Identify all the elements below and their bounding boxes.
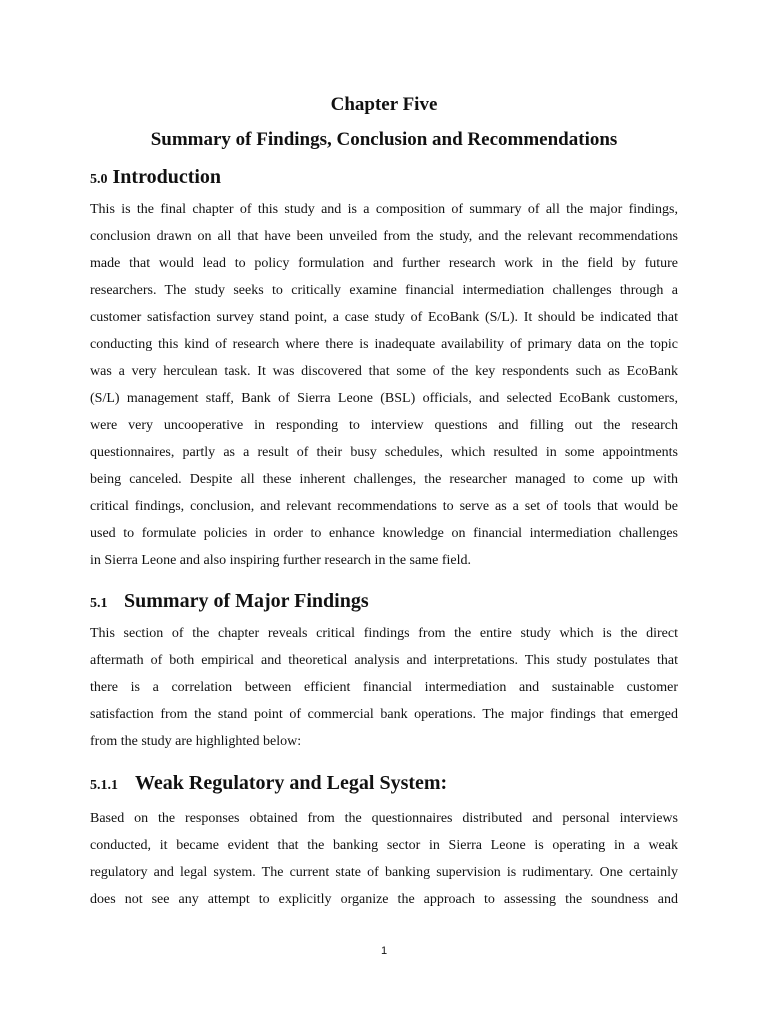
text-line: from the study are highlighted below: — [90, 734, 302, 749]
text-line: being canceled. Despite all these inherent challenges, the researcher managed to come up with — [90, 472, 678, 487]
section-heading-introduction — [90, 164, 221, 193]
section-number: 5.0 — [90, 172, 108, 187]
chapter-subtitle: Summary of Findings, Conclusion and Recommendations — [150, 129, 618, 150]
section-heading-summary-of-major-findings — [90, 588, 369, 617]
section-title: Summary of Major Findings — [124, 590, 369, 612]
paragraph-introduction — [90, 196, 678, 574]
text-line: were very uncooperative in responding to interview questions and filling out the research — [90, 418, 678, 433]
text-line: conclusion drawn on all that have been unveiled from the study, and the relevant recommendations — [90, 229, 678, 244]
text-line: conducting this kind of research where there is inadequate availability of primary data on the topic — [90, 337, 678, 352]
text-line: (S/L) management staff, Bank of Sierra Leone (BSL) officials, and selected EcoBank customers, — [90, 391, 678, 406]
chapter-title: Chapter Five — [330, 94, 438, 115]
text-line: regulatory and legal system. The current state of banking supervision is rudimentary. One certainly — [90, 865, 678, 880]
text-line: made that would lead to policy formulation and further research work in the field by future — [90, 256, 678, 271]
text-line: critical findings, conclusion, and relevant recommendations to serve as a set of tools that would be — [90, 499, 678, 514]
paragraph-weak-regulatory-and-legal-system — [90, 805, 678, 913]
section-title: Weak Regulatory and Legal System: — [135, 772, 448, 794]
text-line: there is a correlation between efficient financial intermediation and sustainable customer — [90, 680, 678, 695]
text-line: satisfaction from the stand point of commercial bank operations. The major findings that emerged — [90, 707, 678, 722]
text-line: conducted, it became evident that the banking sector in Sierra Leone is operating in a weak — [90, 838, 678, 853]
text-line: This is the final chapter of this study and is a composition of summary of all the major findings, — [90, 202, 678, 217]
text-line: in Sierra Leone and also inspiring further research in the same field. — [90, 553, 471, 568]
section-number: 5.1 — [90, 596, 108, 611]
text-line: questionnaires, partly as a result of their busy schedules, which resulted in some appointments — [90, 445, 678, 460]
text-line: researchers. The study seeks to critically examine financial intermediation challenges through a — [90, 283, 678, 298]
text-line: does not see any attempt to explicitly organize the approach to assessing the soundness and — [90, 892, 678, 907]
text-line: used to formulate policies in order to enhance knowledge on financial intermediation challenges — [90, 526, 678, 541]
section-heading-weak-regulatory-and-legal-system — [90, 770, 447, 799]
text-line: was a very herculean task. It was discovered that some of the key respondents such as EcoBank — [90, 364, 678, 379]
page-number: 1 — [380, 945, 388, 957]
section-title: Introduction — [112, 166, 222, 188]
text-line: This section of the chapter reveals critical findings from the entire study which is the direct — [90, 626, 678, 641]
text-line: aftermath of both empirical and theoretical analysis and interpretations. This study postulates that — [90, 653, 678, 668]
text-line: customer satisfaction survey stand point, a case study of EcoBank (S/L). It should be indicated that — [90, 310, 678, 325]
paragraph-summary-of-major-findings — [90, 620, 678, 755]
text-line: Based on the responses obtained from the questionnaires distributed and personal interviews — [90, 811, 678, 826]
section-number: 5.1.1 — [90, 778, 118, 793]
